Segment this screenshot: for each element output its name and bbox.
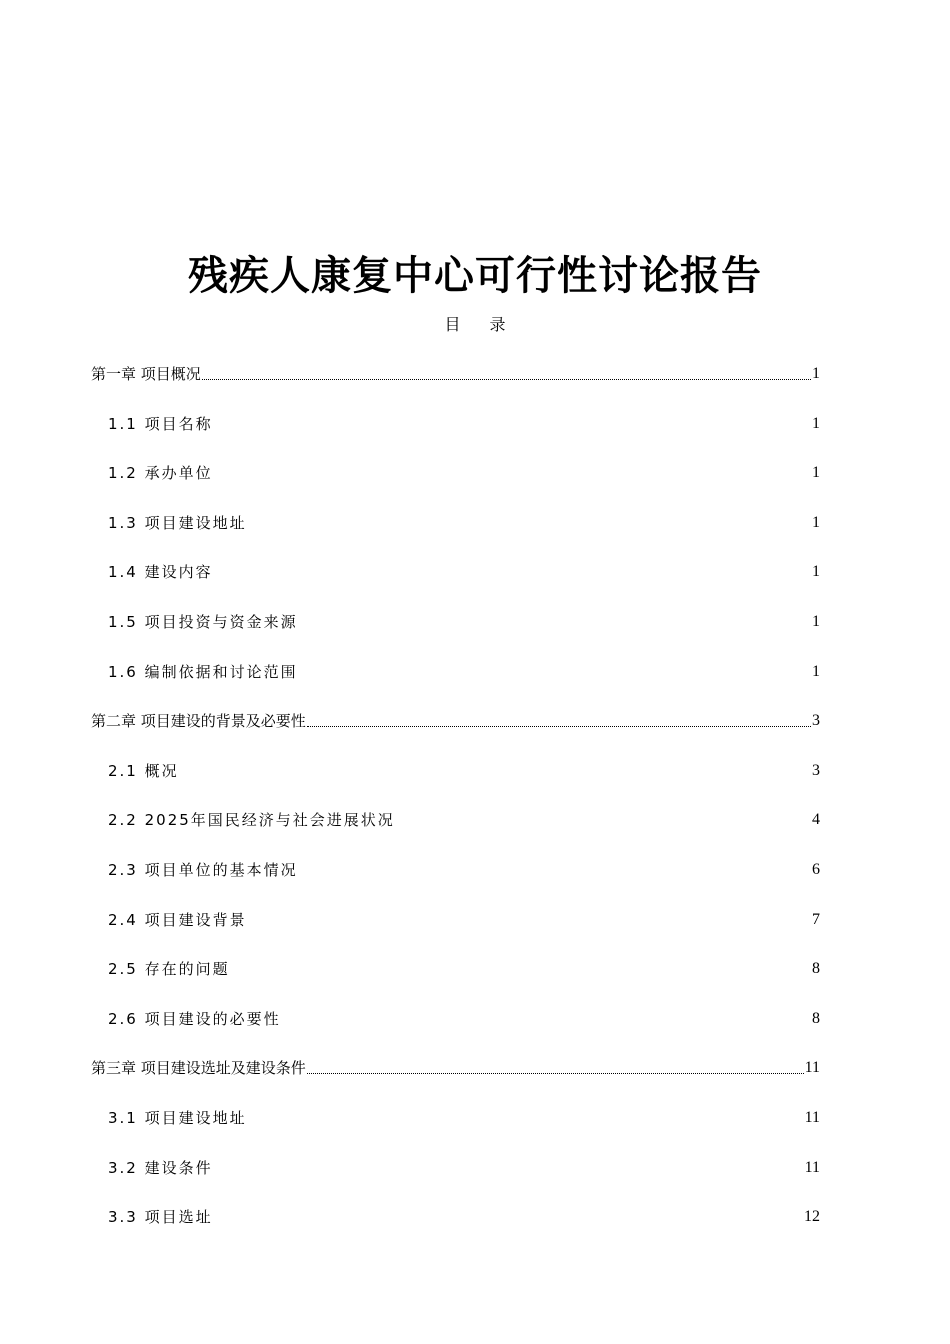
toc-entry-page: 1 [812,464,820,482]
toc-entry-2-1[interactable] [91,759,820,809]
toc-entry-1-1[interactable] [91,412,820,462]
toc-entry-2-4[interactable] [91,908,820,958]
toc-entry-page: 7 [812,910,820,928]
table-of-contents [91,362,820,1255]
toc-entry-page: 4 [812,811,820,829]
toc-entry-label: 第一章 项目概况 [91,365,201,383]
toc-entry-page: 1 [812,414,820,432]
toc-entry-2-2[interactable] [91,808,820,858]
toc-entry-2-6[interactable] [91,1007,820,1057]
toc-entry-label: 1.6 编制依据和讨论范围 [108,662,298,681]
toc-entry-2-5[interactable] [91,957,820,1007]
toc-entry-page: 3 [812,761,820,779]
toc-entry-1-2[interactable] [91,461,820,511]
toc-entry-label: 1.5 项目投资与资金来源 [108,612,298,631]
toc-entry-chapter-2[interactable] [91,709,820,759]
toc-entry-1-6[interactable] [91,660,820,710]
toc-entry-page: 1 [812,513,820,531]
toc-entry-1-3[interactable] [91,511,820,561]
toc-entry-1-5[interactable] [91,610,820,660]
toc-entry-page: 8 [812,1009,820,1027]
toc-entry-label: 2.4 项目建设背景 [108,910,247,929]
toc-entry-2-3[interactable] [91,858,820,908]
toc-entry-chapter-1[interactable] [91,362,820,412]
toc-entry-3-2[interactable] [91,1156,820,1206]
toc-entry-label: 第三章 项目建设选址及建设条件 [91,1059,306,1078]
toc-dot-leader [202,362,811,380]
toc-heading: 目 录 [444,315,518,334]
toc-dot-leader [307,1056,804,1074]
toc-entry-page: 11 [804,1108,820,1126]
toc-entry-page: 11 [804,1158,820,1176]
toc-entry-page: 1 [812,563,820,581]
toc-entry-page: 11 [804,1059,820,1077]
toc-entry-3-1[interactable] [91,1106,820,1156]
toc-entry-page: 1 [812,612,820,630]
toc-entry-page: 3 [812,712,820,730]
toc-entry-label: 1.3 项目建设地址 [108,513,247,532]
toc-entry-label: 3.3 项目选址 [108,1208,213,1227]
toc-entry-label: 2.6 项目建设的必要性 [108,1009,281,1028]
document-title: 残疾人康复中心可行性讨论报告 [188,252,762,299]
toc-entry-page: 6 [812,860,820,878]
toc-entry-page: 1 [812,662,820,680]
toc-entry-label: 3.2 建设条件 [108,1158,213,1177]
toc-entry-label: 2.2 2025年国民经济与社会进展状况 [108,811,395,830]
toc-entry-label: 2.1 概况 [108,761,179,780]
toc-entry-1-4[interactable] [91,560,820,610]
toc-entry-label: 2.3 项目单位的基本情况 [108,860,298,879]
toc-entry-label: 3.1 项目建设地址 [108,1108,247,1127]
toc-entry-page: 1 [812,365,820,382]
toc-entry-label: 1.2 承办单位 [108,464,213,483]
toc-entry-page: 12 [804,1208,820,1226]
toc-entry-page: 8 [812,960,820,978]
toc-entry-3-3[interactable] [91,1205,820,1255]
toc-entry-label: 2.5 存在的问题 [108,960,230,979]
toc-entry-label: 第二章 项目建设的背景及必要性 [91,712,306,731]
toc-entry-label: 1.1 项目名称 [108,414,213,433]
toc-entry-chapter-3[interactable] [91,1056,820,1106]
toc-entry-label: 1.4 建设内容 [108,563,213,582]
toc-dot-leader [307,709,811,727]
